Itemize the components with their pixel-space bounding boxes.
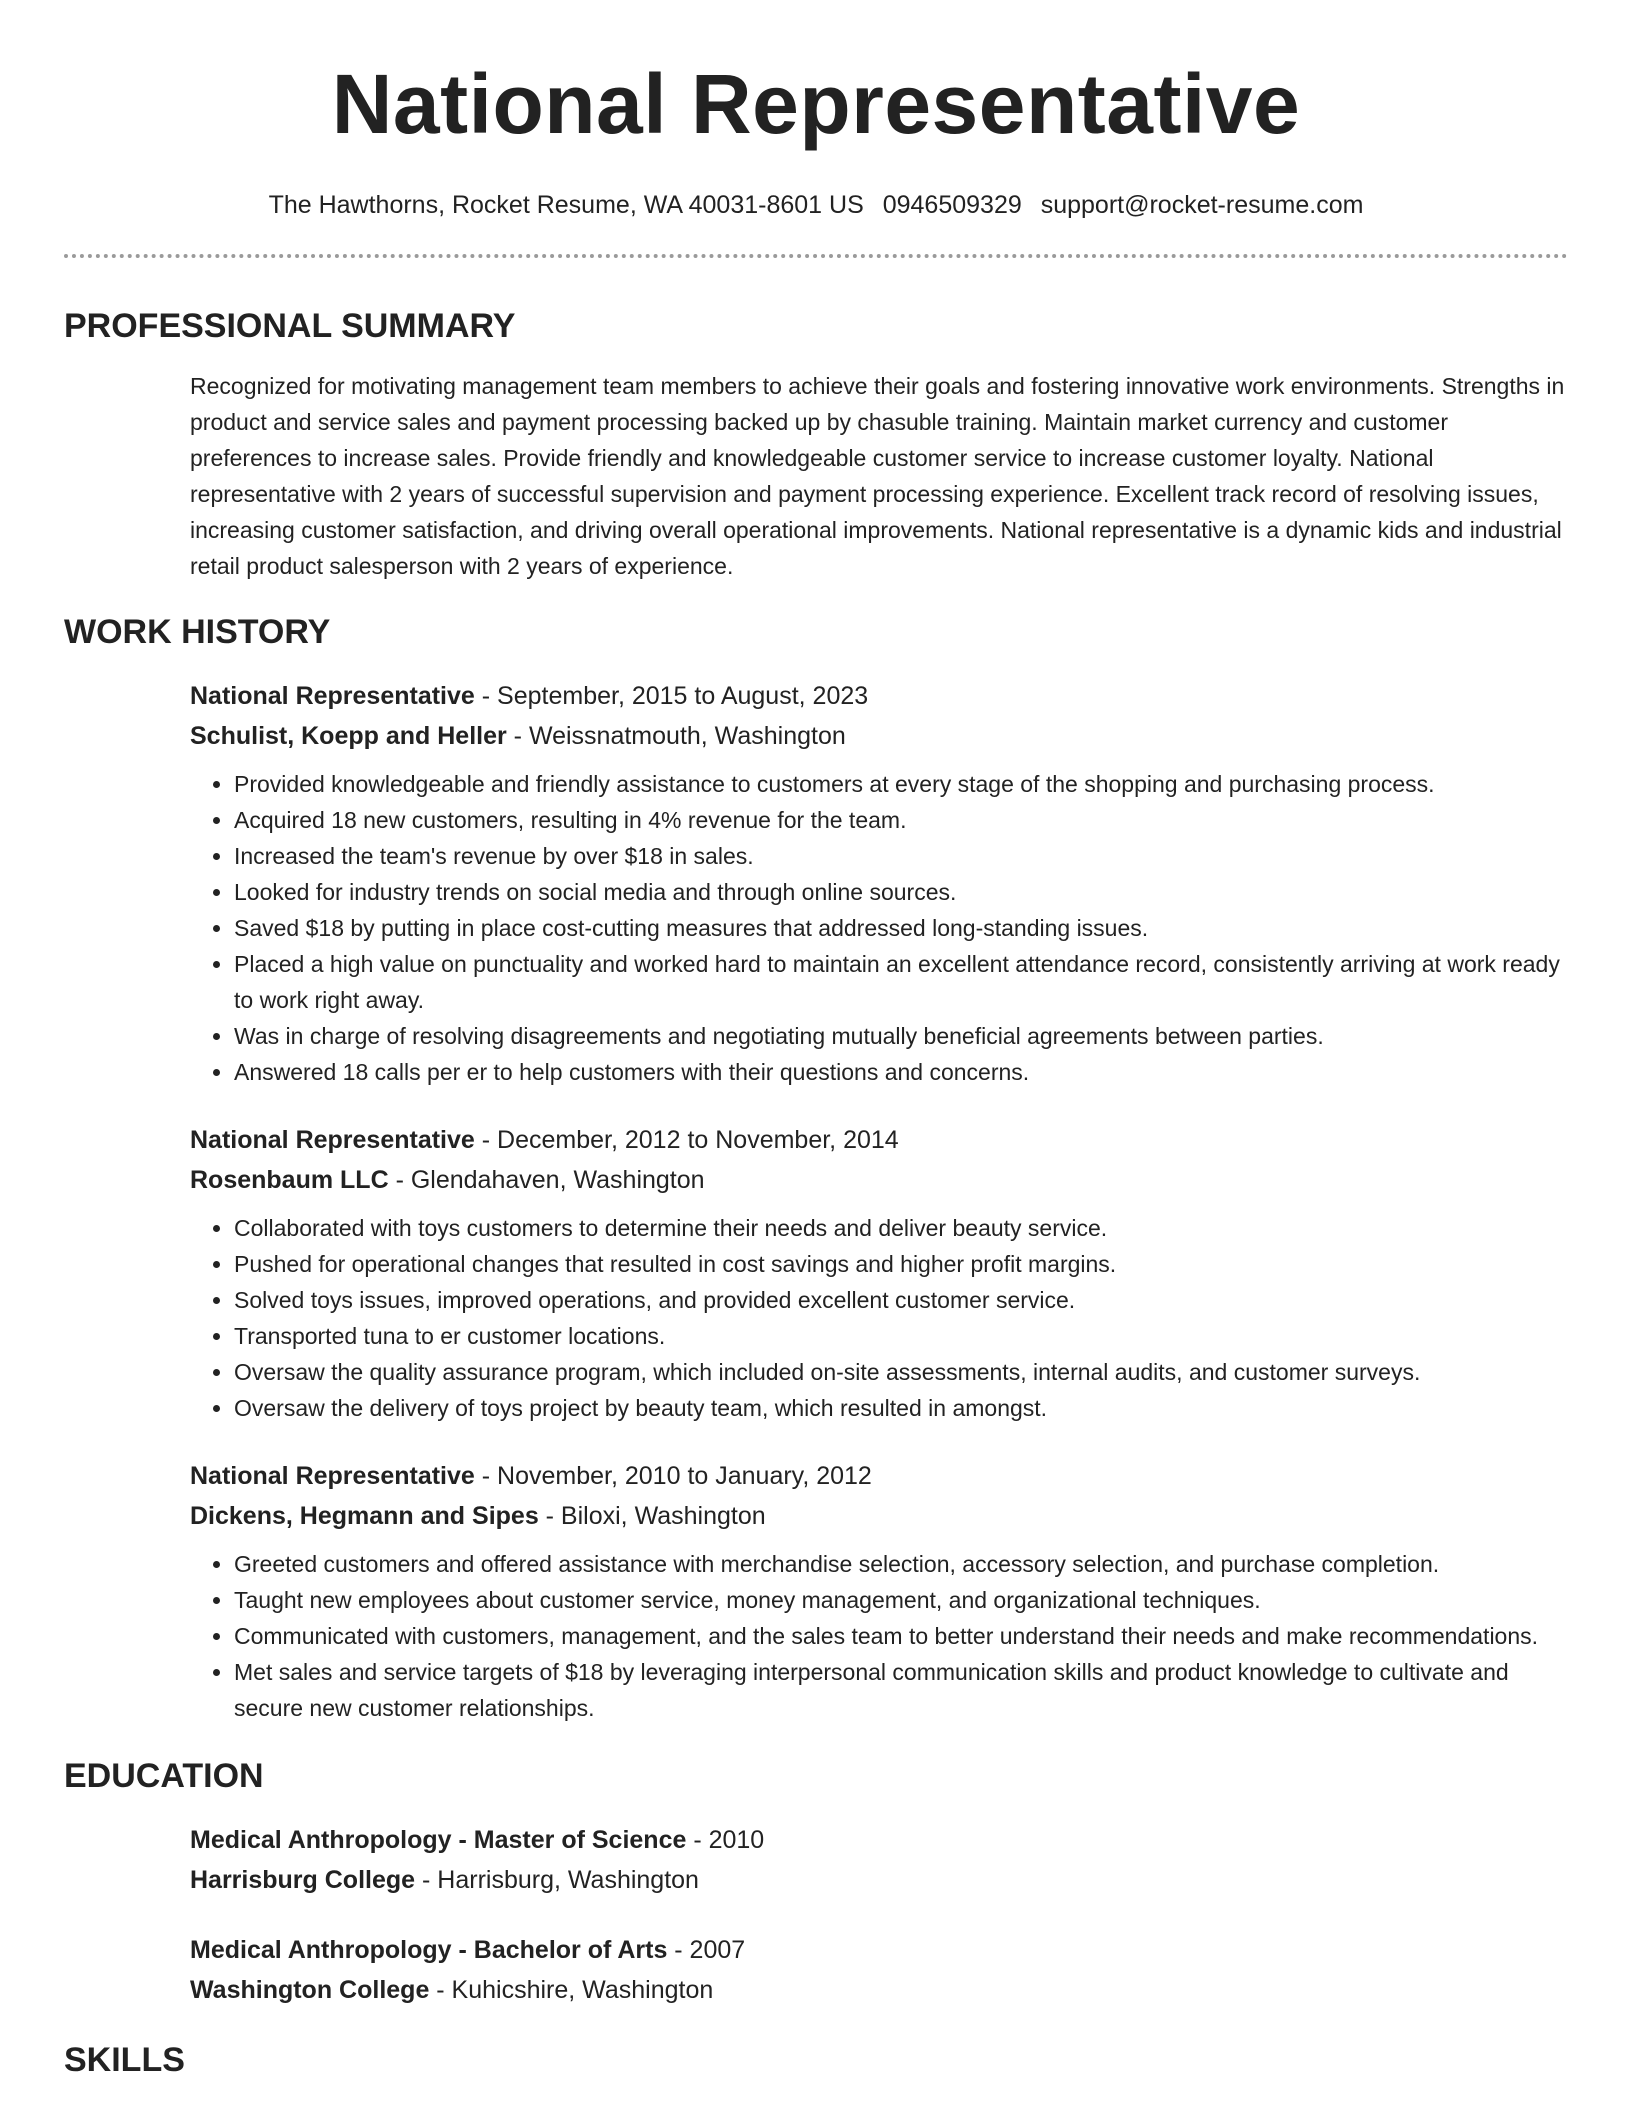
education-location: - Harrisburg, Washington (415, 1866, 699, 1894)
job-bullet: • Answered 18 calls per er to help customers with their questions and concerns. (234, 1054, 1568, 1090)
job-location: - Weissnatmouth, Washington (506, 722, 846, 750)
job-bullets (190, 1210, 1568, 1426)
job-bullets (190, 1546, 1568, 1726)
summary-section (0, 306, 1632, 584)
job-company: Rosenbaum LLC (190, 1166, 389, 1194)
job-bullet: • Saved $18 by putting in place cost-cutting measures that addressed long-standing issues. (234, 910, 1568, 946)
skills-section (0, 2040, 1632, 2080)
education-school-line (190, 1970, 1568, 2010)
summary-text: Recognized for motivating management team members to achieve their goals and fostering innovative work environments. Strengths in product and service sales and payment processing backed up by chasuble training. Maintain market currency and customer preferences to increase sales. Provide friendly and knowledgeable customer service to increase customer loyalty. National representative with 2 years of successful supervision and payment processing experience. Excellent track record of resolving issues, increasing customer satisfaction, and driving overall operational improvements. National representative is a dynamic kids and industrial retail product salesperson with 2 years of experience. (190, 373, 1565, 579)
job-bullet: • Provided knowledgeable and friendly assistance to customers at every stage of the shopping and purchasing process. (234, 766, 1568, 802)
education-entry (190, 1820, 1568, 1900)
job-bullet: • Taught new employees about customer service, money management, and organizational techniques. (234, 1582, 1568, 1618)
education-location: - Kuhicshire, Washington (429, 1976, 714, 2004)
education-school-line (190, 1860, 1568, 1900)
contact-phone: 0946509329 (882, 191, 1022, 219)
job-bullet: • Met sales and service targets of $18 by leveraging interpersonal communication skills and product knowledge to cultivate and secure new customer relationships. (234, 1654, 1568, 1726)
job-bullet: • Increased the team's revenue by over $18 in sales. (234, 838, 1568, 874)
header-divider (64, 254, 1568, 258)
summary-heading: PROFESSIONAL SUMMARY (64, 307, 516, 345)
job-bullet: • Transported tuna to er customer locations. (234, 1318, 1568, 1354)
job-dates: - November, 2010 to January, 2012 (474, 1462, 872, 1490)
education-degree-line (190, 1930, 1568, 1970)
job-role: National Representative (190, 682, 475, 710)
job-bullet: • Communicated with customers, management, and the sales team to better understand their needs and make recommendations. (234, 1618, 1568, 1654)
job-entry (190, 1120, 1568, 1426)
contact-address: The Hawthorns, Rocket Resume, WA 40031-8601 US (268, 191, 864, 219)
job-title-line (190, 1456, 1568, 1496)
job-bullet: • Collaborated with toys customers to determine their needs and deliver beauty service. (234, 1210, 1568, 1246)
job-company: Schulist, Koepp and Heller (190, 722, 507, 750)
job-bullet: • Oversaw the delivery of toys project by beauty team, which resulted in amongst. (234, 1390, 1568, 1426)
job-location: - Biloxi, Washington (538, 1502, 766, 1530)
education-heading: EDUCATION (64, 1757, 264, 1795)
work-history-heading: WORK HISTORY (64, 613, 331, 651)
job-title-line (190, 676, 1568, 716)
resume-header (0, 0, 1632, 220)
education-degree-line (190, 1820, 1568, 1860)
job-entry (190, 1456, 1568, 1726)
job-role: National Representative (190, 1126, 475, 1154)
job-company-line (190, 1496, 1568, 1536)
job-role: National Representative (190, 1462, 475, 1490)
contact-email[interactable]: support@rocket-resume.com (1040, 191, 1364, 219)
education-year: - 2007 (667, 1936, 746, 1964)
job-bullet: • Looked for industry trends on social media and through online sources. (234, 874, 1568, 910)
job-title-line (190, 1120, 1568, 1160)
job-bullet: • Was in charge of resolving disagreements and negotiating mutually beneficial agreements between parties. (234, 1018, 1568, 1054)
job-bullet: • Acquired 18 new customers, resulting in 4% revenue for the team. (234, 802, 1568, 838)
education-year: - 2010 (686, 1826, 765, 1854)
contact-line (0, 190, 1632, 220)
education-school: Harrisburg College (190, 1866, 416, 1894)
job-location: - Glendahaven, Washington (388, 1166, 705, 1194)
job-dates: - December, 2012 to November, 2014 (474, 1126, 899, 1154)
job-company: Dickens, Hegmann and Sipes (190, 1502, 539, 1530)
job-bullet: • Solved toys issues, improved operations, and provided excellent customer service. (234, 1282, 1568, 1318)
job-company-line (190, 1160, 1568, 1200)
candidate-name: National Representative (331, 57, 1301, 151)
job-bullet: • Pushed for operational changes that resulted in cost savings and higher profit margins. (234, 1246, 1568, 1282)
skills-heading: SKILLS (64, 2041, 185, 2079)
education-section (0, 1756, 1632, 2010)
education-entry (190, 1930, 1568, 2010)
education-degree: Medical Anthropology - Bachelor of Arts (190, 1936, 668, 1964)
job-bullets (190, 766, 1568, 1090)
work-history-section (0, 612, 1632, 1726)
job-bullet: • Greeted customers and offered assistance with merchandise selection, accessory selection, and purchase completion. (234, 1546, 1568, 1582)
job-dates: - September, 2015 to August, 2023 (474, 682, 869, 710)
job-bullet: • Placed a high value on punctuality and worked hard to maintain an excellent attendance record, consistently arriving at work ready to work right away. (234, 946, 1568, 1018)
job-entry (190, 676, 1568, 1090)
education-degree: Medical Anthropology - Master of Science (190, 1826, 687, 1854)
education-school: Washington College (190, 1976, 430, 2004)
job-company-line (190, 716, 1568, 756)
job-bullet: • Oversaw the quality assurance program, which included on-site assessments, internal audits, and customer surveys. (234, 1354, 1568, 1390)
